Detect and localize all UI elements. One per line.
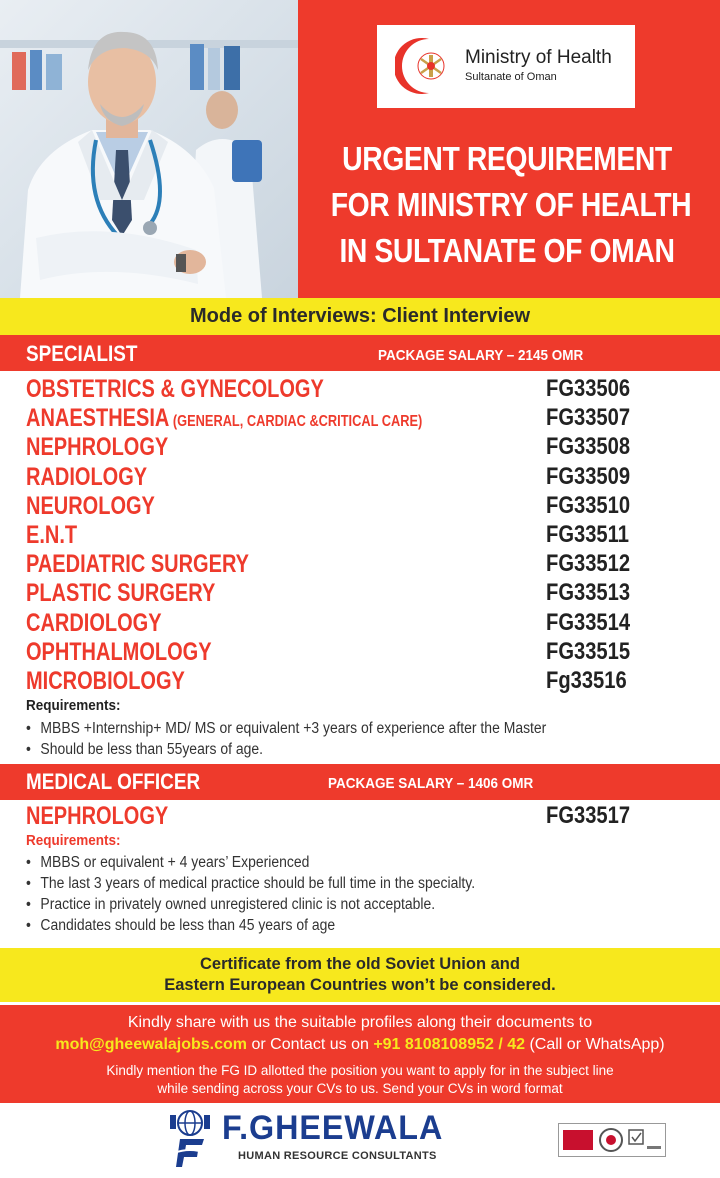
list-item <box>26 403 646 432</box>
list-item <box>26 491 646 520</box>
contact-details <box>0 1036 720 1054</box>
fg-code: FG33511 <box>546 520 629 548</box>
contact-suffix: (Call or WhatsApp) <box>525 1036 665 1053</box>
requirement-item: • Practice in privately owned unregistered clinic is not acceptable. <box>26 894 475 915</box>
contact-section <box>0 1005 720 1103</box>
headline <box>330 136 692 274</box>
certification-badge <box>558 1123 666 1157</box>
headline-line: FOR MINISTRY OF HEALTH <box>330 186 692 223</box>
medical-officer-salary: PACKAGE SALARY – 1406 OMR <box>328 775 534 792</box>
moh-title: Ministry of Health <box>465 47 612 68</box>
notice-line: Eastern European Countries won’t be considered. <box>164 976 556 994</box>
requirement-item: • The last 3 years of medical practice should be full time in the specialty. <box>26 873 475 894</box>
list-item <box>26 462 646 491</box>
dept-name: ANAESTHESIA <box>26 404 170 433</box>
specialist-title: SPECIALIST <box>26 341 138 366</box>
contact-mid-text: or Contact us on <box>247 1036 374 1053</box>
dept-name: RADIOLOGY <box>26 462 148 491</box>
dept-name: PLASTIC SURGERY <box>26 579 216 608</box>
list-item <box>26 549 646 578</box>
requirement-item: • MBBS +Internship+ MD/ MS or equivalent +3 years of experience after the Master <box>26 718 546 739</box>
dept-name: MICROBIOLOGY <box>26 666 185 695</box>
fg-code: FG33506 <box>546 375 631 402</box>
list-item <box>26 578 646 607</box>
dept-name: E.N.T <box>26 520 78 549</box>
specialist-salary: PACKAGE SALARY – 2145 OMR <box>378 347 584 364</box>
moh-subtitle: Sultanate of Oman <box>465 71 557 83</box>
specialist-list <box>26 374 646 695</box>
fg-code: FG33515 <box>546 637 631 665</box>
dept-name: CARDIOLOGY <box>26 608 162 637</box>
note-line: while sending across your CVs to us. Send your CVs in word format <box>157 1081 563 1096</box>
contact-note <box>0 1062 720 1098</box>
certificate-notice <box>0 948 720 1002</box>
notice-line: Certificate from the old Soviet Union and <box>200 955 520 973</box>
specialist-bar <box>0 335 720 371</box>
doctor-photo <box>0 0 298 298</box>
mo-requirements <box>26 852 525 936</box>
dept-name: NEPHROLOGY <box>26 433 169 462</box>
list-item <box>26 637 646 666</box>
email-link[interactable]: moh@gheewalajobs.com <box>55 1036 248 1053</box>
medical-officer-list <box>26 801 646 830</box>
fg-code: FG33517 <box>546 802 631 829</box>
footer <box>0 1103 720 1178</box>
fg-code: FG33514 <box>546 608 631 636</box>
moh-emblem-icon <box>395 35 455 97</box>
specialist-requirements <box>26 718 604 760</box>
fg-code: FG33510 <box>546 491 631 519</box>
fg-code: Fg33516 <box>546 666 627 694</box>
headline-line: IN SULTANATE OF OMAN <box>339 232 675 269</box>
fg-code: FG33508 <box>546 433 631 461</box>
list-item <box>26 520 646 549</box>
contact-intro: Kindly share with us the suitable profiles along their documents to <box>127 1014 593 1031</box>
medical-officer-bar <box>0 764 720 800</box>
fg-code: FG33507 <box>546 404 631 432</box>
phone-link[interactable]: +91 8108108952 / 42 <box>373 1036 526 1053</box>
list-item <box>26 801 646 830</box>
note-line: Kindly mention the FG ID allotted the position you want to apply for in the subject line <box>106 1063 614 1078</box>
dept-name: NEUROLOGY <box>26 491 155 520</box>
requirement-item: • MBBS or equivalent + 4 years’ Experienced <box>26 852 475 873</box>
requirement-item: • Candidates should be less than 45 years of age <box>26 915 475 936</box>
list-item <box>26 374 646 403</box>
company-name: F.GHEEWALA <box>222 1109 444 1147</box>
dept-name: OPHTHALMOLOGY <box>26 637 212 666</box>
requirement-item: • Should be less than 55years of age. <box>26 739 546 760</box>
globe-logo-icon <box>166 1107 214 1169</box>
fg-code: FG33513 <box>546 579 631 607</box>
dept-note: (GENERAL, CARDIAC &CRITICAL CARE) <box>169 413 423 431</box>
medical-officer-title: MEDICAL OFFICER <box>26 769 201 794</box>
dept-name: NEPHROLOGY <box>26 802 169 830</box>
fg-code: FG33512 <box>546 550 631 578</box>
fg-code: FG33509 <box>546 462 631 490</box>
list-item <box>26 432 646 461</box>
mo-requirements-title: Requirements: <box>26 832 121 849</box>
header-banner <box>0 0 720 298</box>
dept-name: OBSTETRICS & GYNECOLOGY <box>26 375 324 403</box>
specialist-requirements-title: Requirements: <box>26 697 121 714</box>
headline-line: URGENT REQUIREMENT <box>342 140 672 177</box>
list-item <box>26 608 646 637</box>
moh-logo-box <box>377 25 635 108</box>
company-tagline: HUMAN RESOURCE CONSULTANTS <box>238 1150 437 1162</box>
dept-name: PAEDIATRIC SURGERY <box>26 550 249 579</box>
list-item <box>26 666 646 695</box>
interview-mode-bar: Mode of Interviews: Client Interview <box>0 298 720 335</box>
